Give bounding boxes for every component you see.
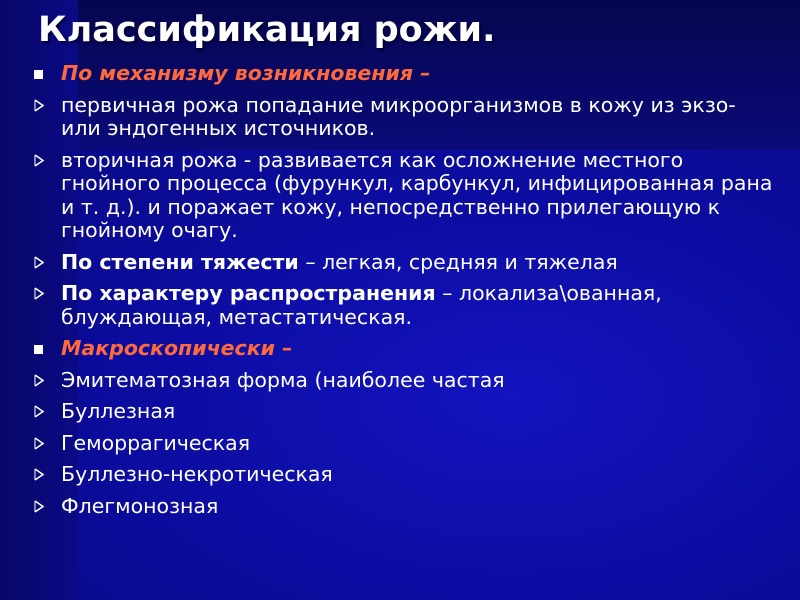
list-item-text: – легкая, средняя и тяжелая — [298, 249, 618, 274]
list-item-text: Эмитематозная форма (наиболее частая — [61, 367, 505, 392]
arrow-bullet-icon — [30, 495, 50, 518]
list-item-text: Буллезная — [61, 399, 176, 423]
list-item — [28, 400, 773, 424]
section-heading: По механизму возникновения – — [61, 61, 431, 85]
list-item — [28, 149, 773, 243]
list-item — [28, 495, 773, 519]
slide-content — [28, 62, 773, 526]
list-item-heading — [28, 337, 773, 361]
list-item — [28, 463, 773, 487]
arrow-bullet-icon — [30, 282, 50, 305]
list-item — [28, 94, 773, 141]
list-item — [28, 251, 773, 275]
list-item — [28, 432, 773, 456]
arrow-bullet-icon — [30, 94, 50, 117]
arrow-bullet-icon — [30, 432, 50, 455]
list-item-bold-label: По характеру распространения — [61, 281, 436, 305]
arrow-bullet-icon — [30, 251, 50, 274]
list-item-text: – локализа\ованная, блуждающая, метастатическая. — [61, 281, 662, 329]
square-bullet-icon — [30, 62, 50, 85]
arrow-bullet-icon — [30, 149, 50, 172]
arrow-bullet-icon — [30, 400, 50, 423]
list-item-bold-label: По степени тяжести — [61, 249, 299, 274]
list-item-text: Геморрагическая — [61, 430, 251, 455]
list-item-heading — [28, 62, 773, 86]
square-bullet-icon — [30, 337, 50, 360]
list-item-text: Буллезно-некротическая — [61, 462, 333, 486]
list-item-text: Флегмонозная — [61, 493, 219, 518]
list-item-text: вторичная рожа - развивается как осложнение местного гнойного процесса (фурункул, карбункул, инфицированная рана и т. д.). и поражает кожу, непосредственно прилегающую к гнойному очагу. — [61, 147, 773, 242]
slide-title: Классификация рожи. — [38, 10, 496, 50]
list-item-text: первичная рожа попадание микроорганизмов в кожу из экзо- или эндогенных источников. — [61, 92, 736, 140]
list-item — [28, 282, 773, 329]
arrow-bullet-icon — [30, 369, 50, 392]
list-item — [28, 369, 773, 393]
arrow-bullet-icon — [30, 463, 50, 486]
section-heading: Макроскопически – — [61, 336, 293, 360]
